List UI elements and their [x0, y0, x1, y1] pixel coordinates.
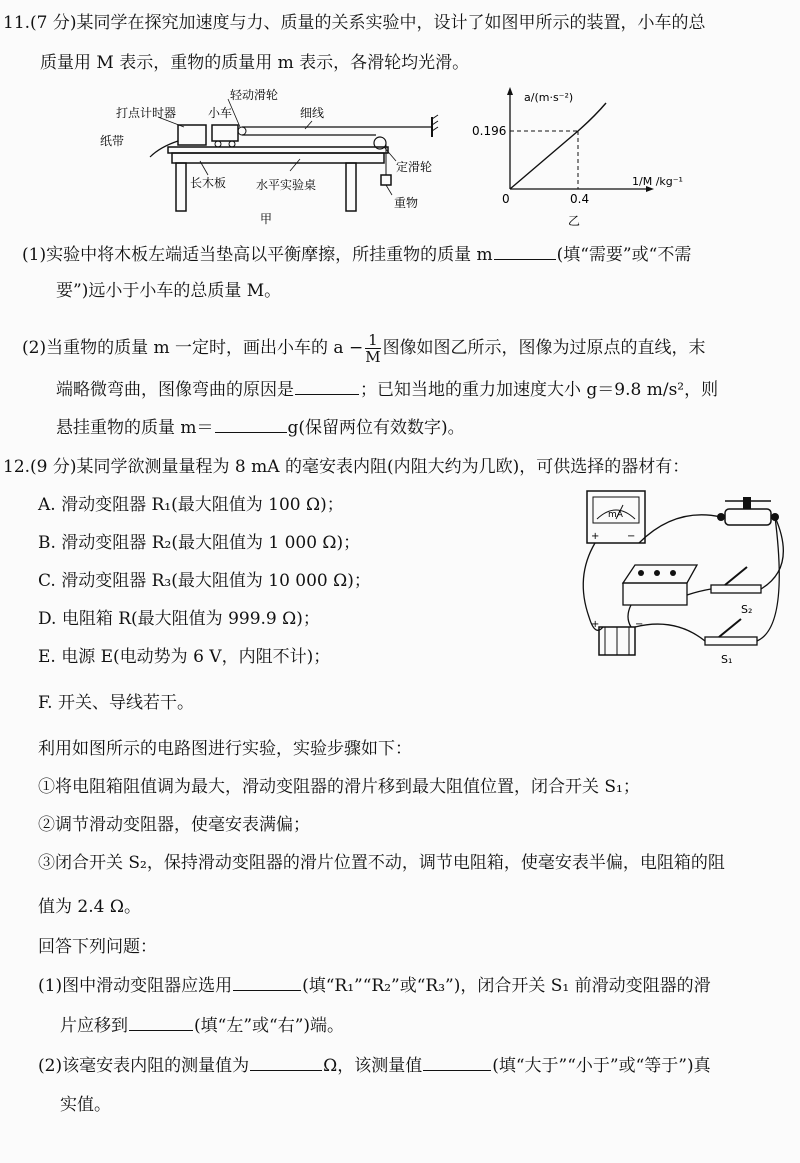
caption-jia: 甲 [260, 212, 273, 226]
option-a: A. 滑动变阻器 R₁(最大阻值为 100 Ω)； [38, 495, 344, 515]
q11-p1-text-a: (1)实验中将木板左端适当垫高以平衡摩擦，所挂重物的质量 m [22, 245, 493, 265]
figure-yi [472, 85, 700, 234]
answer-blank-q11-2[interactable] [295, 378, 359, 395]
option-c: C. 滑动变阻器 R₃(最大阻值为 10 000 Ω)； [38, 571, 371, 591]
q12-p1-line2-text-a: 片应移到 [60, 1016, 128, 1036]
label-movable-pulley: 轻动滑轮 [230, 88, 279, 102]
label-fixed-pulley: 定滑轮 [396, 160, 433, 174]
step-3-cont: 值为 2.4 Ω。 [38, 897, 141, 917]
label-cart: 小车 [208, 106, 233, 120]
answer-blank-q11-3[interactable] [215, 416, 287, 433]
q11-p2-text-b: 图像如图乙所示，图像为过原点的直线，末 [382, 338, 706, 358]
axis-ylabel: a/(m·s⁻²) [524, 91, 574, 104]
answer-intro: 回答下列问题： [38, 937, 157, 957]
q12-p2-line1 [38, 1054, 711, 1077]
label-weight: 重物 [394, 196, 419, 210]
option-e: E. 电源 E(电动势为 6 V，内阻不计)； [38, 647, 331, 667]
q12-p1-line2 [60, 1014, 344, 1037]
q12-p1-line1 [38, 974, 711, 997]
label-board: 长木板 [190, 176, 227, 190]
fraction-1-over-m [365, 332, 380, 365]
q12-intro: 12.(9 分)某同学欲测量量程为 8 mA 的毫安表内阻(内阻大约为几欧)，可供选择的器材有： [3, 457, 690, 477]
q11-intro-line1: 11.(7 分)某同学在探究加速度与力、质量的关系实验中，设计了如图甲所示的装置，小车的总 [3, 13, 706, 33]
q12-p1-line2-text-b: (填“左”或“右”)端。 [194, 1016, 345, 1036]
option-f: F. 开关、导线若干。 [38, 693, 194, 713]
answer-blank-q11-1[interactable] [494, 243, 556, 260]
axis-xlabel: 1/M /kg⁻¹ [632, 175, 683, 188]
q11-p1-line1 [22, 243, 691, 266]
frac-den: M [365, 348, 381, 366]
q11-p2-line2-text-a: 端略微弯曲，图像弯曲的原因是 [56, 380, 294, 400]
x-tick-label: 0.4 [570, 192, 590, 206]
q12-p1-text-b: (填“R₁”“R₂”或“R₃”)，闭合开关 S₁ 前滑动变阻器的滑 [302, 976, 711, 996]
answer-blank-q12-3[interactable] [250, 1054, 322, 1071]
q11-p2-line3-text-a: 悬挂重物的质量 m＝ [56, 418, 214, 438]
q11-p2-line3 [56, 416, 465, 439]
option-d: D. 电阻箱 R(最大阻值为 999.9 Ω)； [38, 609, 320, 629]
q12-p2-text-a: (2)该毫安表内阻的测量值为 [38, 1056, 250, 1076]
meter-minus-glyph: − [627, 531, 636, 542]
option-b: B. 滑动变阻器 R₂(最大阻值为 1 000 Ω)； [38, 533, 361, 553]
answer-blank-q12-4[interactable] [423, 1054, 491, 1071]
q11-p1-line2: 要”)远小于小车的总质量 M。 [56, 281, 282, 301]
q11-p1-text-b: (填“需要”或“不需 [556, 245, 692, 265]
meter-label: mA [608, 510, 623, 520]
battery-minus-glyph: − [635, 619, 644, 630]
meter-plus-glyph: + [591, 531, 600, 542]
label-table: 水平实验桌 [256, 178, 317, 192]
q11-p2-line3-text-b: g(保留两位有效数字)。 [287, 418, 465, 438]
answer-blank-q12-2[interactable] [129, 1014, 193, 1031]
switch-s1-label: S₁ [721, 653, 733, 666]
q12-p2-line2: 实值。 [60, 1095, 111, 1115]
answer-blank-q12-1[interactable] [233, 974, 301, 991]
q11-intro-line2: 质量用 M 表示，重物的质量用 m 表示，各滑轮均光滑。 [40, 53, 470, 73]
figure-jia [100, 85, 460, 229]
label-timer: 打点计时器 [116, 106, 177, 120]
figure-circuit [575, 487, 797, 681]
switch-s2-label: S₂ [741, 603, 753, 616]
q11-p2-line2 [56, 378, 718, 401]
label-tape: 纸带 [100, 134, 125, 148]
frac-num: 1 [365, 332, 380, 349]
caption-yi: 乙 [568, 214, 581, 228]
q12-p2-text-b: Ω，该测量值 [323, 1056, 423, 1076]
step-2: ②调节滑动变阻器，使毫安表满偏； [38, 815, 310, 835]
q12-p2-text-c: (填“大于”“小于”或“等于”)真 [492, 1056, 711, 1076]
step-3: ③闭合开关 S₂，保持滑动变阻器的滑片位置不动，调节电阻箱，使毫安表半偏，电阻箱的阻 [38, 853, 725, 873]
y-tick-label: 0.196 [472, 124, 507, 138]
q11-p2-line1 [22, 330, 706, 366]
origin-label: 0 [502, 192, 510, 206]
battery-plus-glyph: + [591, 619, 600, 630]
step-1: ①将电阻箱阻值调为最大，滑动变阻器的滑片移到最大阻值位置，闭合开关 S₁； [38, 777, 640, 797]
steps-intro: 利用如图所示的电路图进行实验，实验步骤如下： [38, 739, 412, 759]
q12-p1-text-a: (1)图中滑动变阻器应选用 [38, 976, 233, 996]
q11-p2-text-a: (2)当重物的质量 m 一定时，画出小车的 a − [22, 338, 364, 358]
label-string: 细线 [300, 106, 325, 120]
q11-p2-line2-text-b: ；已知当地的重力加速度大小 g＝9.8 m/s²，则 [360, 380, 719, 400]
